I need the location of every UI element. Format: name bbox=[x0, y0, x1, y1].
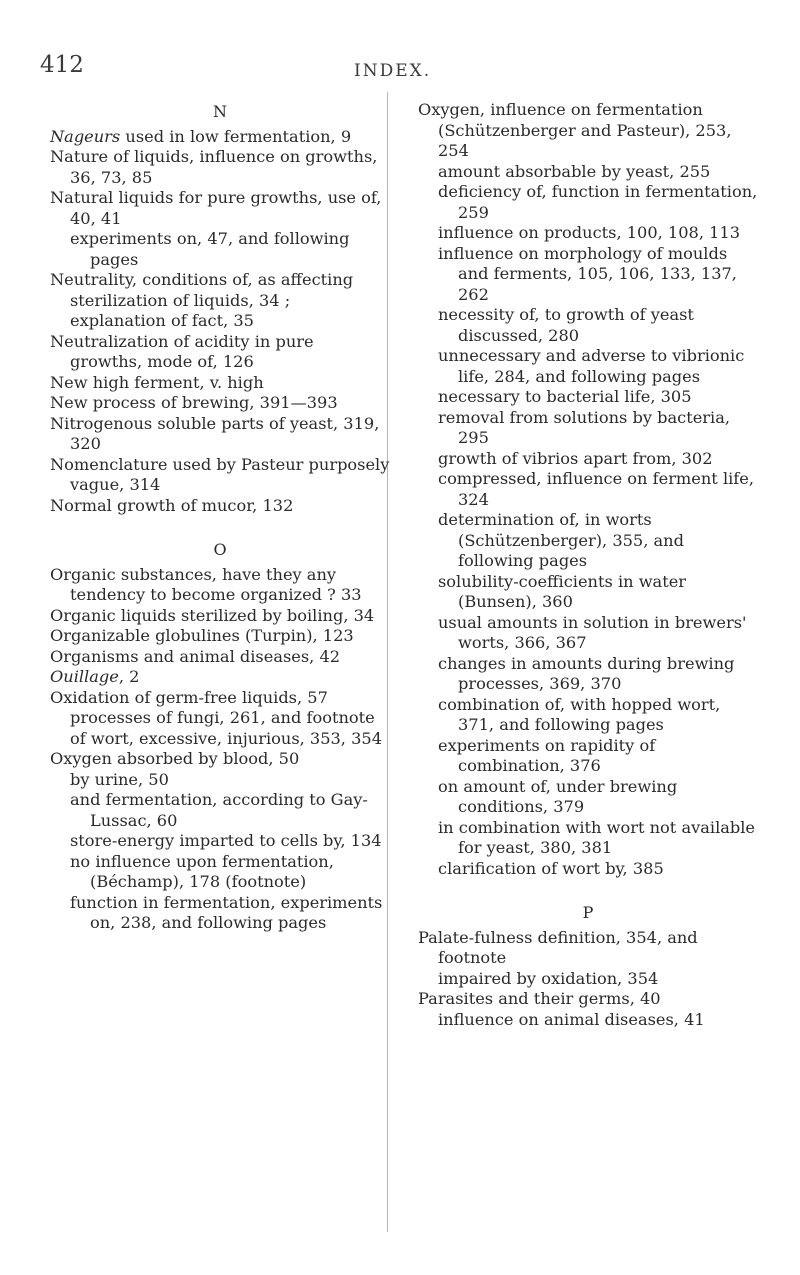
index-entry-organic-liquids: Organic liquids sterilized by boiling, 34 bbox=[50, 605, 375, 625]
index-subentry: clarification of wort by, 385 bbox=[438, 858, 664, 878]
index-entry-nitrogenous: Nitrogenous soluble parts of yeast, 319, 320 bbox=[50, 413, 380, 453]
index-entry-text: , 2 bbox=[118, 667, 140, 686]
index-subentry: on amount of, under brewing conditions, 379 bbox=[438, 776, 678, 816]
index-subentry: combination of, with hopped wort, 371, and following pages bbox=[438, 694, 721, 734]
index-entry-oxygen-influence: Oxygen, influence on fermentation (Schützenberger and Pasteur), 253, 254 bbox=[418, 100, 732, 160]
index-subentry: by urine, 50 bbox=[70, 769, 169, 789]
index-term-nageurs: Nageurs bbox=[50, 126, 121, 146]
index-subentry: necessary to bacterial life, 305 bbox=[438, 387, 692, 406]
index-entry-organizable: Organizable globulines (Turpin), 123 bbox=[50, 626, 354, 645]
index-subentry: necessity of, to growth of yeast discussed, 280 bbox=[438, 305, 694, 345]
index-subentry: usual amounts in solution in brewers' worts, 366, 367 bbox=[438, 612, 747, 652]
index-entry-new-high: New high ferment, v. high bbox=[50, 372, 264, 392]
page-number: 412 bbox=[40, 52, 84, 78]
index-subentry: determination of, in worts (Schützenberger), 355, and following pages bbox=[438, 510, 684, 570]
index-entry-new-process: New process of brewing, 391—393 bbox=[50, 393, 338, 412]
index-entry-neutrality: Neutrality, conditions of, as affecting sterilization of liquids, 34 ; bbox=[50, 270, 354, 310]
index-subentry: influence on animal diseases, 41 bbox=[438, 1009, 705, 1029]
index-entry-oxygen-absorbed: Oxygen absorbed by blood, 50 bbox=[50, 749, 300, 768]
index-subentry: changes in amounts during brewing processes, 369, 370 bbox=[438, 653, 735, 693]
left-column bbox=[50, 100, 390, 934]
index-subentry: experiments on, 47, and following pages bbox=[70, 229, 350, 269]
section-letter-p: P bbox=[582, 903, 594, 922]
index-entry-text: used in low fermentation, 9 bbox=[125, 126, 352, 146]
index-subentry: experiments on rapidity of combination, 376 bbox=[438, 735, 656, 775]
index-subentry: removal from solutions by bacteria, 295 bbox=[438, 407, 730, 447]
index-subentry: and fermentation, according to Gay-Lussac, 60 bbox=[70, 790, 368, 830]
section-letter-n: N bbox=[213, 102, 227, 121]
right-column bbox=[418, 100, 758, 1030]
index-subentry: solubility-coefficients in water (Bunsen), 360 bbox=[438, 571, 687, 611]
index-subentry: amount absorbable by yeast, 255 bbox=[438, 161, 711, 181]
index-entry-nature: Nature of liquids, influence on growths, 36, 73, 85 bbox=[50, 147, 378, 187]
index-subentry: impaired by oxidation, 354 bbox=[438, 968, 659, 988]
index-entry-oxidation: Oxidation of germ-free liquids, 57 bbox=[50, 687, 328, 707]
index-subentry: processes of fungi, 261, and footnote bbox=[70, 708, 375, 727]
index-entry-nomenclature: Nomenclature used by Pasteur purposely vague, 314 bbox=[50, 454, 390, 494]
index-subentry: function in fermentation, experiments on, 238, and following pages bbox=[70, 892, 383, 932]
index-entry-organisms: Organisms and animal diseases, 42 bbox=[50, 646, 341, 666]
index-subentry: growth of vibrios apart from, 302 bbox=[438, 448, 713, 468]
index-entry-natural: Natural liquids for pure growths, use of, 40, 41 bbox=[50, 188, 382, 228]
index-subentry: unnecessary and adverse to vibrionic life, 284, and following pages bbox=[438, 346, 745, 386]
index-subentry: store-energy imparted to cells by, 134 bbox=[70, 831, 382, 850]
index-entry-ouillage bbox=[50, 667, 390, 688]
index-subentry: in combination with wort not available for yeast, 380, 381 bbox=[438, 817, 756, 857]
index-entry-organic-substances: Organic substances, have they any tendency to become organized ? 33 bbox=[50, 564, 362, 604]
index-subentry: influence on products, 100, 108, 113 bbox=[438, 223, 741, 242]
index-subentry: explanation of fact, 35 bbox=[70, 311, 254, 330]
running-head: INDEX. bbox=[354, 61, 432, 81]
index-subentry: deficiency of, function in fermentation, 259 bbox=[438, 182, 758, 222]
index-subentry: no influence upon fermentation, (Béchamp), 178 (footnote) bbox=[70, 851, 334, 891]
index-entry-normal: Normal growth of mucor, 132 bbox=[50, 495, 294, 515]
index-subentry: of wort, excessive, injurious, 353, 354 bbox=[70, 728, 382, 748]
index-subentry: influence on morphology of moulds and ferments, 105, 106, 133, 137, 262 bbox=[438, 243, 737, 304]
index-term-ouillage: Ouillage bbox=[50, 667, 119, 686]
index-entry-parasites: Parasites and their germs, 40 bbox=[418, 989, 661, 1008]
index-entry-nageurs bbox=[50, 127, 390, 148]
index-subentry: compressed, influence on ferment life, 324 bbox=[438, 469, 755, 509]
index-entry-neutralization: Neutralization of acidity in pure growths, mode of, 126 bbox=[50, 331, 314, 371]
index-entry-palate: Palate-fulness definition, 354, and footnote bbox=[418, 927, 698, 967]
section-letter-o: O bbox=[213, 540, 227, 559]
